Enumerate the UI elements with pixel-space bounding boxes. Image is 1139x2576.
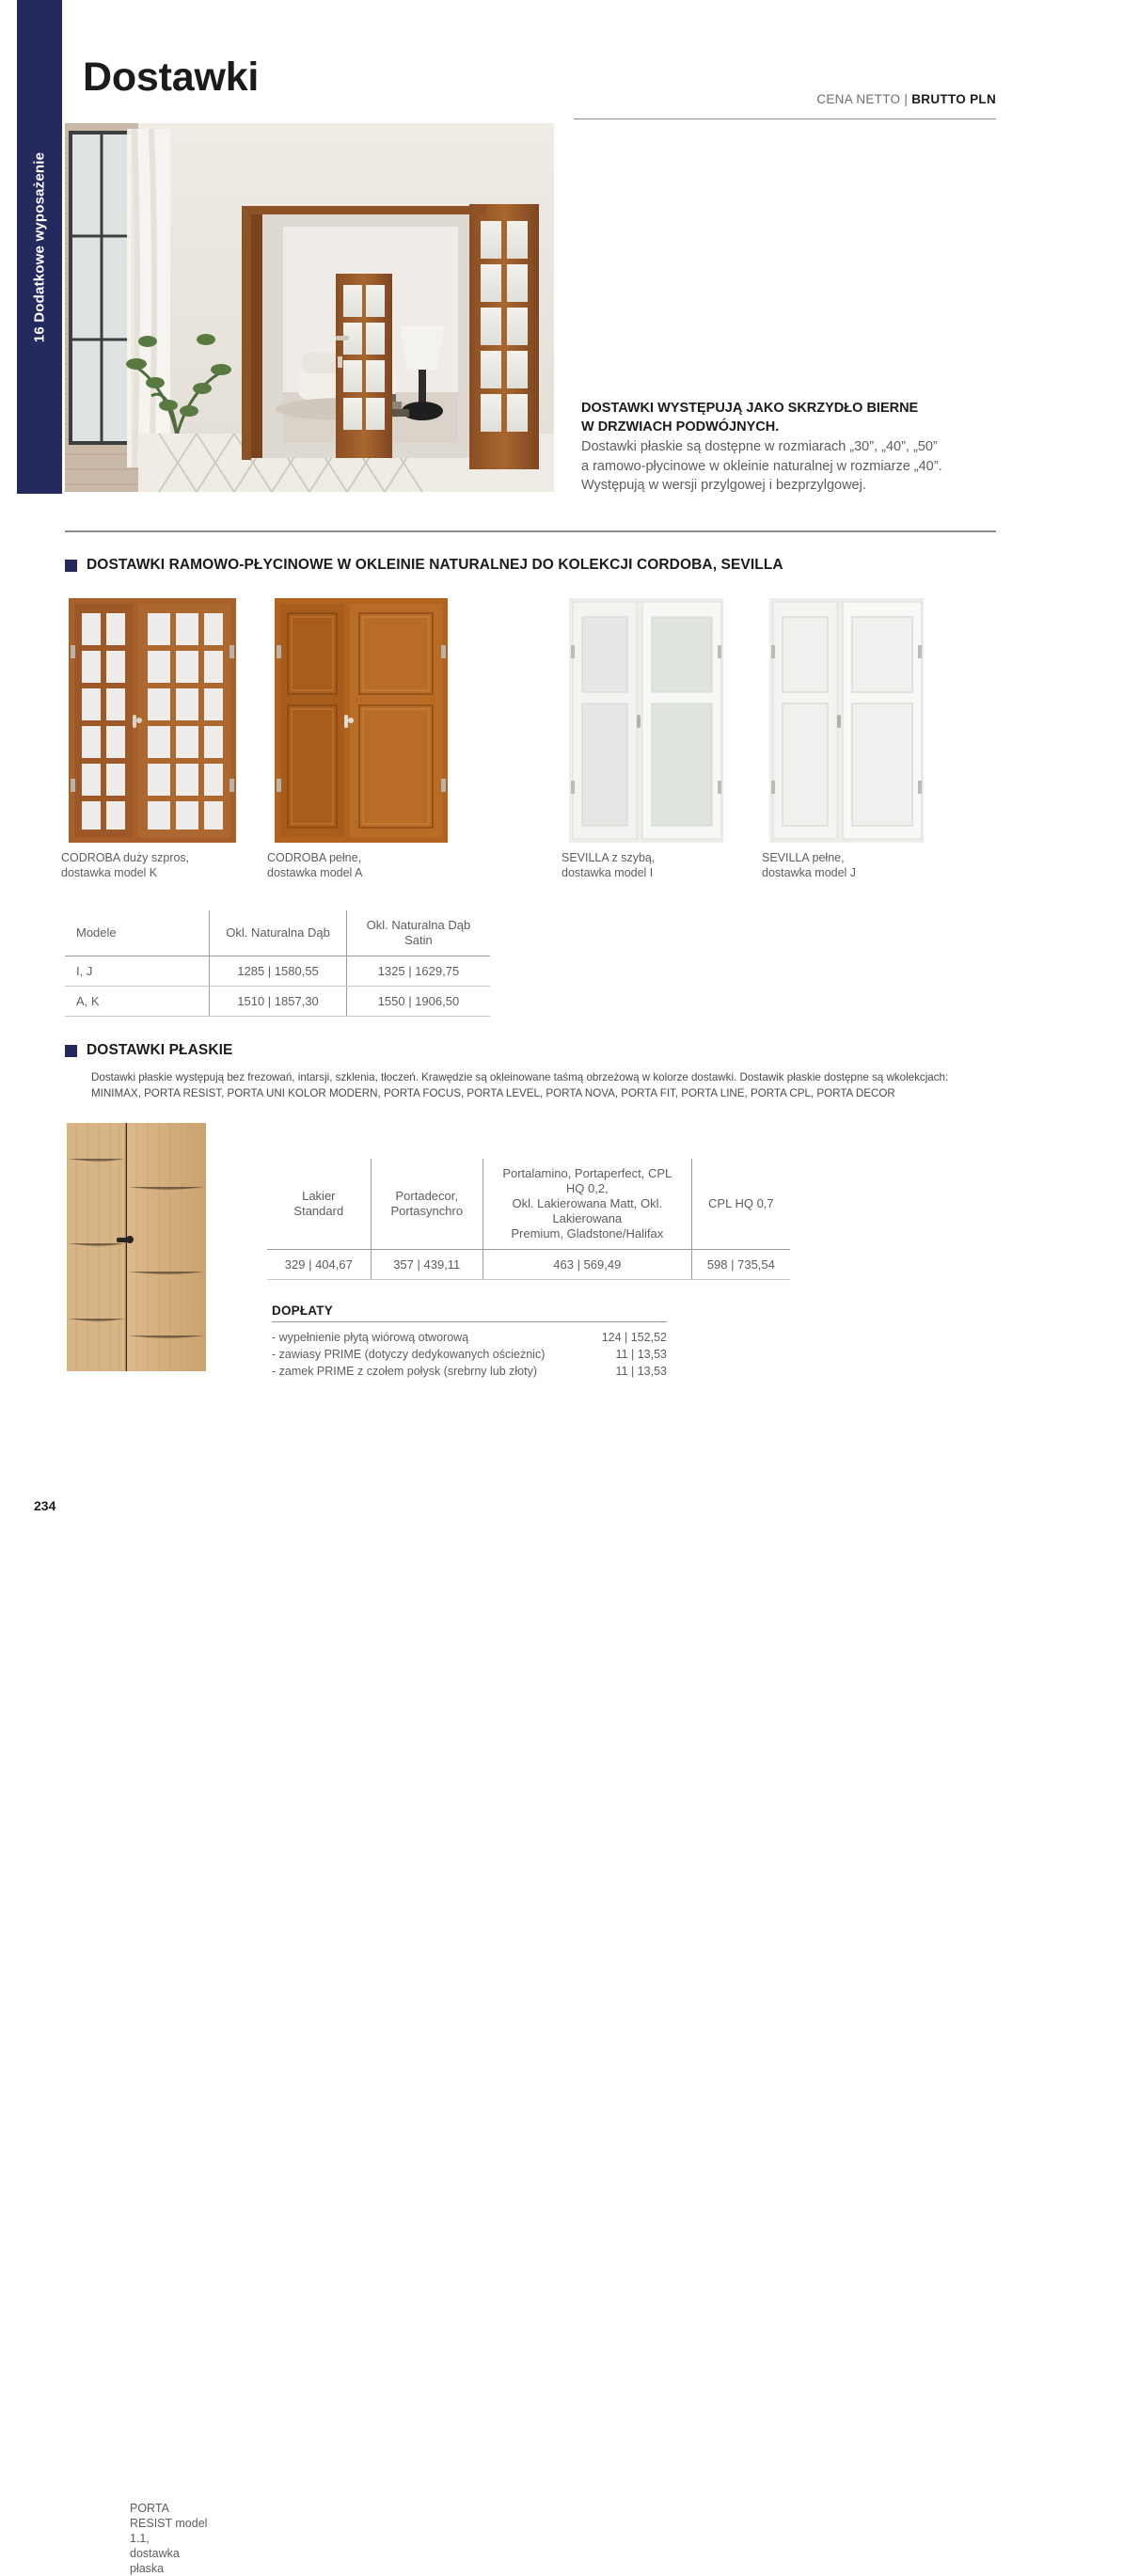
door-caption-codroba-szpros (61, 850, 189, 880)
doplaty-list (272, 1329, 667, 1380)
section-divider-1 (65, 530, 996, 532)
th-portalamino-line2: Okl. Lakierowana Matt, Okl. Lakierowana (512, 1196, 663, 1225)
cell-model: I, J (65, 956, 210, 987)
th-portalamino (482, 1159, 691, 1250)
intro-heading (581, 399, 976, 436)
doplaty-price: 11 | 13,53 (615, 1348, 667, 1361)
door-caption-line2: dostawka model I (562, 866, 654, 879)
sidebar-chapter-tab (17, 0, 62, 494)
th-lakier-standard: Lakier Standard (267, 1159, 371, 1250)
cell-price-cpl: 598 | 735,54 (691, 1250, 790, 1280)
section-heading-label: DOSTAWKI RAMOWO-PŁYCINOWE W OKLEINIE NATURALNEJ DO KOLEKCJI CORDOBA, SEVILLA (87, 557, 783, 573)
intro-body (581, 437, 976, 496)
th-cpl-hq: CPL HQ 0,7 (691, 1159, 790, 1250)
table-row (65, 956, 490, 987)
door-caption-line1: SEVILLA pełne, (762, 851, 845, 864)
door-image-codroba-szpros (65, 594, 240, 846)
page-number: 234 (34, 1498, 56, 1513)
price-note-netto: CENA NETTO | (816, 92, 912, 106)
square-bullet-icon (65, 1045, 77, 1057)
door-figure-porta-resist (65, 1121, 208, 2575)
door-figure-sevilla-szyba (562, 594, 727, 879)
door-image-sevilla-pelne (766, 594, 927, 846)
th-okl-dab: Okl. Naturalna Dąb (210, 910, 347, 956)
cell-price-portadecor: 357 | 439,11 (371, 1250, 482, 1280)
cell-price-portalamino: 463 | 569,49 (482, 1250, 691, 1280)
intro-body-line3: Występują w wersji przylgowej i bezprzylgowej. (581, 478, 866, 493)
table-row (65, 987, 490, 1017)
th-portadecor (371, 1159, 482, 1250)
description-line2: PORTA RESIST, PORTA UNI KOLOR MODERN, PORTA FOCUS, PORTA LEVEL, PORTA NOVA, PORTA FIT, PORTA LINE, PORTA CPL, PORTA DECOR (144, 1086, 895, 1099)
table-row (267, 1250, 790, 1280)
intro-heading-line1: DOSTAWKI WYSTĘPUJĄ JAKO SKRZYDŁO BIERNE (581, 401, 919, 416)
door-caption-line2: dostawka model A (267, 866, 363, 879)
doplaty-label: - zawiasy PRIME (dotyczy dedykowanych ościeżnic) (272, 1348, 546, 1361)
doplaty-price: 124 | 152,52 (601, 1331, 667, 1344)
square-bullet-icon (65, 560, 77, 572)
table-header-row (65, 910, 490, 956)
section-heading-label: DOSTAWKI PŁASKIE (87, 1042, 233, 1058)
doplaty-item (272, 1363, 667, 1380)
cell-model: A, K (65, 987, 210, 1017)
door-figure-sevilla-pelne (762, 594, 927, 879)
doplaty-title: DOPŁATY (272, 1304, 333, 1318)
intro-body-line2: a ramowo-płycinowe w okleinie naturalnej w rozmiarze „40”. (581, 458, 942, 474)
price-table-ramowo (65, 910, 490, 1017)
th-portadecor-line2: Portasynchro (390, 1204, 464, 1218)
door-caption-porta-resist (130, 2501, 208, 2576)
door-image-porta-resist (65, 1121, 208, 1373)
th-portalamino-line1: Portalamino, Portaperfect, CPL HQ 0,2, (502, 1166, 672, 1195)
intro-block (581, 399, 976, 496)
door-caption-line1: PORTA RESIST model 1.1, (130, 2502, 208, 2545)
door-caption-line1: CODROBA pełne, (267, 851, 362, 864)
section-heading-plaskie (65, 1042, 232, 1059)
door-image-sevilla-szyba (565, 594, 727, 846)
door-figure-codroba-pelne (267, 594, 451, 879)
door-caption-line2: dostawka model J (762, 866, 857, 879)
door-figures-row (0, 593, 1139, 879)
section-heading-ramowo-plycinowe (65, 557, 783, 574)
door-caption-sevilla-szyba (562, 850, 655, 880)
doplaty-label: - wypełnienie płytą wiórową otworową (272, 1331, 469, 1344)
price-table-plaskie (267, 1159, 790, 1280)
page-title: Dostawki (83, 55, 260, 100)
sidebar-chapter-label: 16 Dodatkowe wyposażenie (31, 151, 48, 342)
th-okl-dab-satin: Okl. Naturalna Dąb Satin (346, 910, 490, 956)
cell-price-dab-satin: 1325 | 1629,75 (346, 956, 490, 987)
price-unit-note (816, 92, 996, 106)
th-portadecor-line1: Portadecor, (395, 1189, 458, 1203)
doplaty-price: 11 | 13,53 (615, 1365, 667, 1378)
doplaty-item (272, 1329, 667, 1346)
doplaty-label: - zamek PRIME z czołem połysk (srebrny lub złoty) (272, 1365, 538, 1378)
door-caption-line2: dostawka model K (61, 866, 158, 879)
cell-price-dab: 1285 | 1580,55 (210, 956, 347, 987)
hero-photo-illustration (65, 123, 554, 492)
door-caption-line1: CODROBA duży szpros, (61, 851, 190, 864)
doplaty-block (272, 1304, 667, 1380)
price-note-brutto: BRUTTO PLN (911, 92, 996, 106)
cell-price-lakier: 329 | 404,67 (267, 1250, 371, 1280)
intro-body-line1: Dostawki płaskie są dostępne w rozmiarach „30”, „40”, „50” (581, 439, 938, 454)
doplaty-divider (272, 1321, 667, 1322)
door-caption-line2: dostawka płaska (130, 2547, 180, 2575)
intro-heading-line2: W DRZWIACH PODWÓJNYCH. (581, 419, 780, 435)
door-caption-line1: SEVILLA z szybą, (562, 851, 656, 864)
th-portalamino-line3: Premium, Gladstone/Halifax (511, 1226, 664, 1241)
section2-description (91, 1070, 999, 1101)
cell-price-dab-satin: 1550 | 1906,50 (346, 987, 490, 1017)
hero-photo (65, 123, 554, 492)
door-image-codroba-pelne (271, 594, 451, 846)
doplaty-item (272, 1346, 667, 1363)
description-line1: Dostawki płaskie występują bez frezowań, intarsji, szklenia, tłoczeń. Krawędzie są okleinowane taśmą obrzeżową w kolorze dostawki. Dostawik płaskie dostępne są wkolekcjach: MINIMAX, (91, 1071, 949, 1099)
table-header-row (267, 1159, 790, 1250)
door-caption-sevilla-pelne (762, 850, 856, 880)
door-figure-codroba-szpros (61, 594, 240, 879)
th-modele: Modele (65, 910, 210, 956)
cell-price-dab: 1510 | 1857,30 (210, 987, 347, 1017)
door-caption-codroba-pelne (267, 850, 362, 880)
